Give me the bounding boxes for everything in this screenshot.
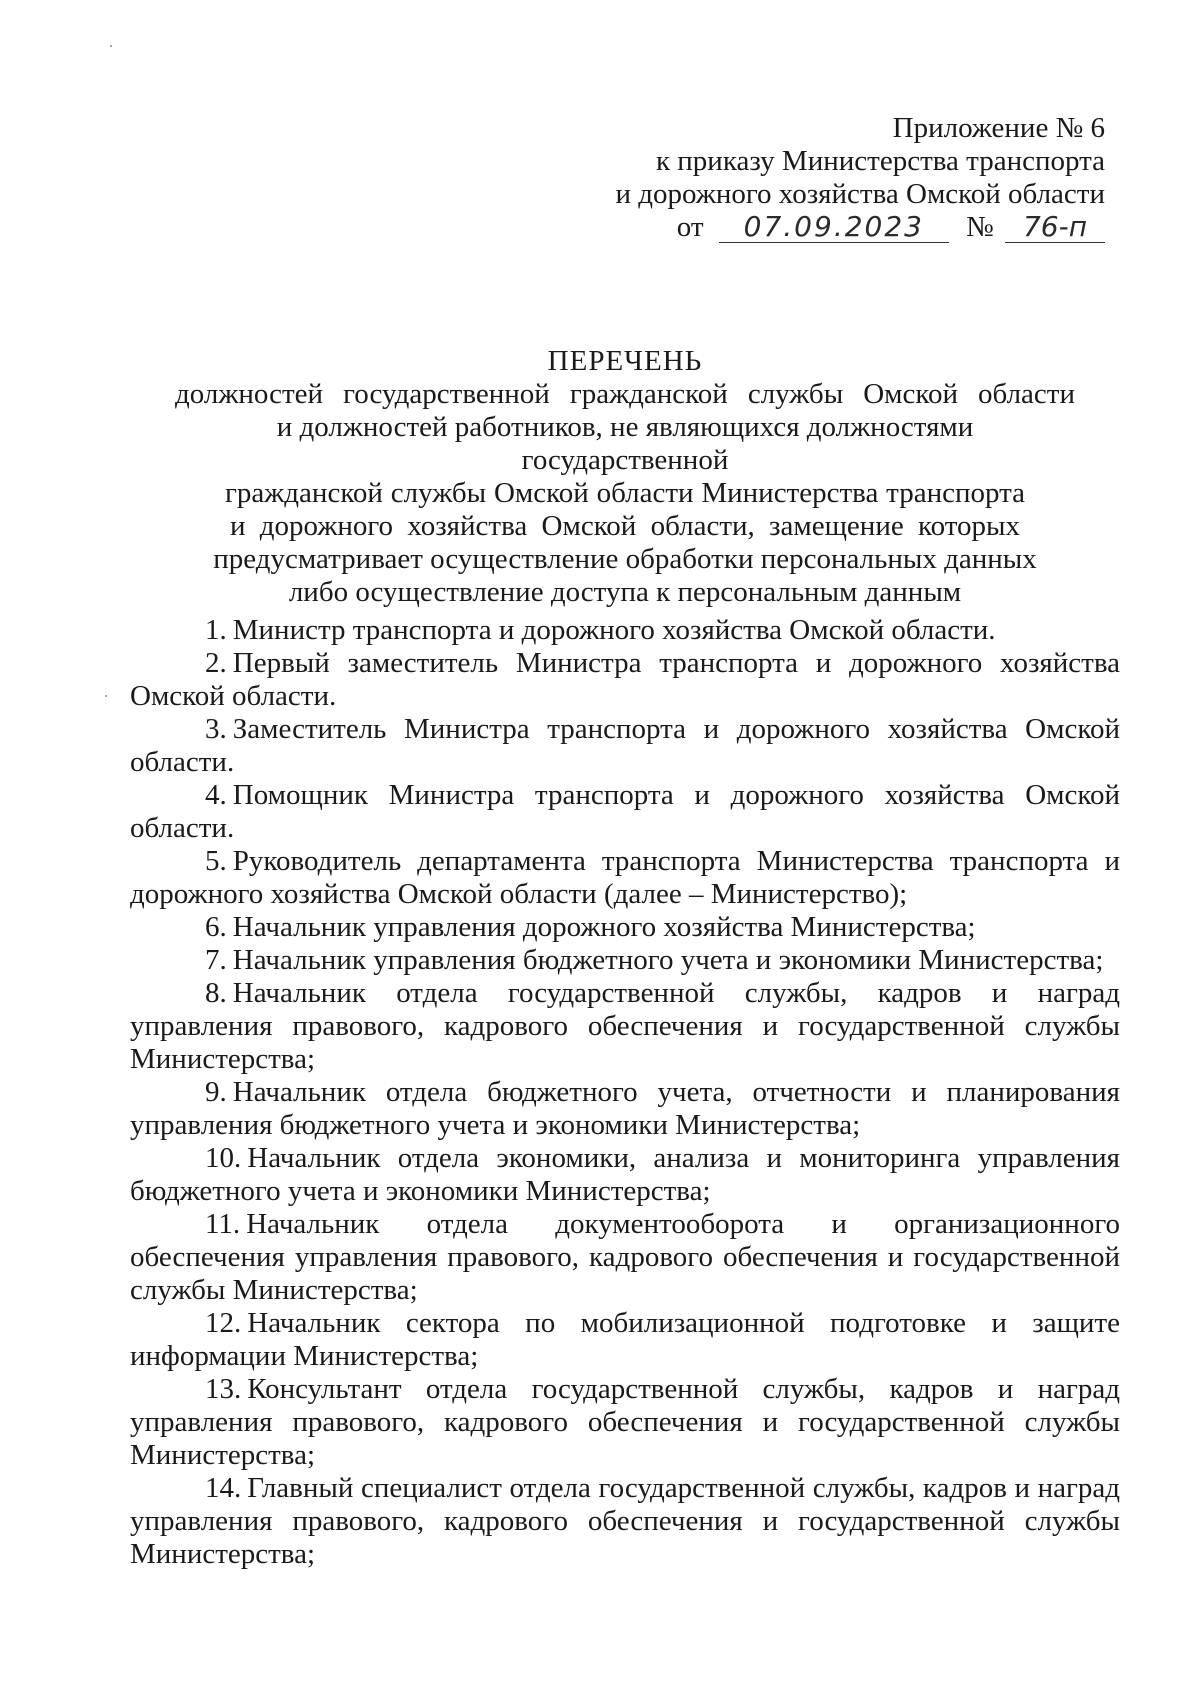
item-number: 6. [205, 911, 227, 943]
item-text: Начальник управления бюджетного учета и экономики Министерства; [232, 944, 1104, 976]
list-item [130, 1208, 1120, 1307]
appendix-ministry: и дорожного хозяйства Омской области [615, 178, 1105, 210]
number-label: № [966, 211, 994, 243]
item-text: Министр транспорта и дорожного хозяйства Омской области. [232, 614, 996, 646]
appendix-header [616, 112, 1105, 244]
item-number: 14. [205, 1472, 242, 1504]
item-text: Начальник отдела бюджетного учета, отчетности и планирования управления бюджетного учета и экономики Министерства; [130, 1076, 1120, 1141]
item-text: Заместитель Министра транспорта и дорожного хозяйства Омской области. [130, 713, 1120, 778]
item-number: 12. [205, 1307, 242, 1339]
item-text: Первый заместитель Министра транспорта и дорожного хозяйства Омской области. [130, 647, 1120, 712]
item-number: 9. [205, 1076, 227, 1108]
list-item [130, 1472, 1120, 1571]
list-item [130, 977, 1120, 1076]
subtitle-line: либо осуществление доступа к персональным данным [288, 576, 962, 608]
document-heading [130, 345, 1120, 609]
subtitle-line: гражданской службы Омской области Министерства транспорта [225, 477, 1025, 509]
item-number: 13. [205, 1373, 242, 1405]
item-number: 8. [205, 977, 227, 1009]
item-number: 7. [205, 944, 227, 976]
item-text: Начальник сектора по мобилизационной подготовке и защите информации Министерства; [130, 1307, 1120, 1372]
item-number: 1. [205, 614, 227, 646]
item-text: Начальник отдела документооборота и организационного обеспечения управления правового, кадрового обеспечения и государственной службы Министерства; [130, 1208, 1120, 1306]
list-item [130, 845, 1120, 911]
subtitle-line: и должностей работников, не являющихся должностями государственной [276, 411, 974, 476]
item-number: 10. [205, 1142, 242, 1174]
scan-speck [105, 695, 107, 697]
handwritten-date: 07.09.2023 [719, 212, 949, 243]
item-text: Главный специалист отдела государственной службы, кадров и наград управления правового, кадрового обеспечения и государственной службы Министерства; [130, 1472, 1120, 1570]
list-item [130, 779, 1120, 845]
from-label: от [676, 211, 704, 243]
list-item [130, 1076, 1120, 1142]
subtitle-line: предусматривает осуществление обработки персональных данных [213, 543, 1037, 575]
item-text: Руководитель департамента транспорта Министерства транспорта и дорожного хозяйства Омской области (далее – Министерство); [130, 845, 1120, 910]
list-item [130, 614, 1120, 647]
item-text: Начальник отдела государственной службы, кадров и наград управления правового, кадрового обеспечения и государственной службы Министерства; [130, 977, 1120, 1075]
list-item [130, 1373, 1120, 1472]
positions-list [130, 614, 1120, 1571]
item-text: Консультант отдела государственной службы, кадров и наград управления правового, кадрового обеспечения и государственной службы Министерства; [130, 1373, 1120, 1471]
list-item [130, 1307, 1120, 1373]
scan-speck [110, 45, 112, 47]
list-item [130, 647, 1120, 713]
item-text: Помощник Министра транспорта и дорожного хозяйства Омской области. [130, 779, 1120, 844]
item-number: 3. [205, 713, 227, 745]
item-text: Начальник управления дорожного хозяйства Министерства; [232, 911, 976, 943]
appendix-title: Приложение № 6 [892, 112, 1105, 144]
item-number: 11. [205, 1208, 241, 1240]
handwritten-number: 76-п [1005, 212, 1105, 243]
list-item [130, 944, 1120, 977]
list-item [130, 911, 1120, 944]
list-item [130, 713, 1120, 779]
item-text: Начальник отдела экономики, анализа и мониторинга управления бюджетного учета и экономики Министерства; [130, 1142, 1120, 1207]
item-number: 5. [205, 845, 227, 877]
item-number: 2. [205, 647, 227, 679]
appendix-order-ref: к приказу Министерства транспорта [655, 145, 1105, 177]
item-number: 4. [205, 779, 227, 811]
document-title: ПЕРЕЧЕНЬ [547, 345, 703, 377]
document-subtitle [175, 378, 1075, 609]
subtitle-line: и дорожного хозяйства Омской области, замещение которых [230, 510, 1020, 542]
subtitle-line: должностей государственной гражданской службы Омской области [175, 378, 1075, 410]
appendix-date-line [616, 211, 1105, 244]
list-item [130, 1142, 1120, 1208]
